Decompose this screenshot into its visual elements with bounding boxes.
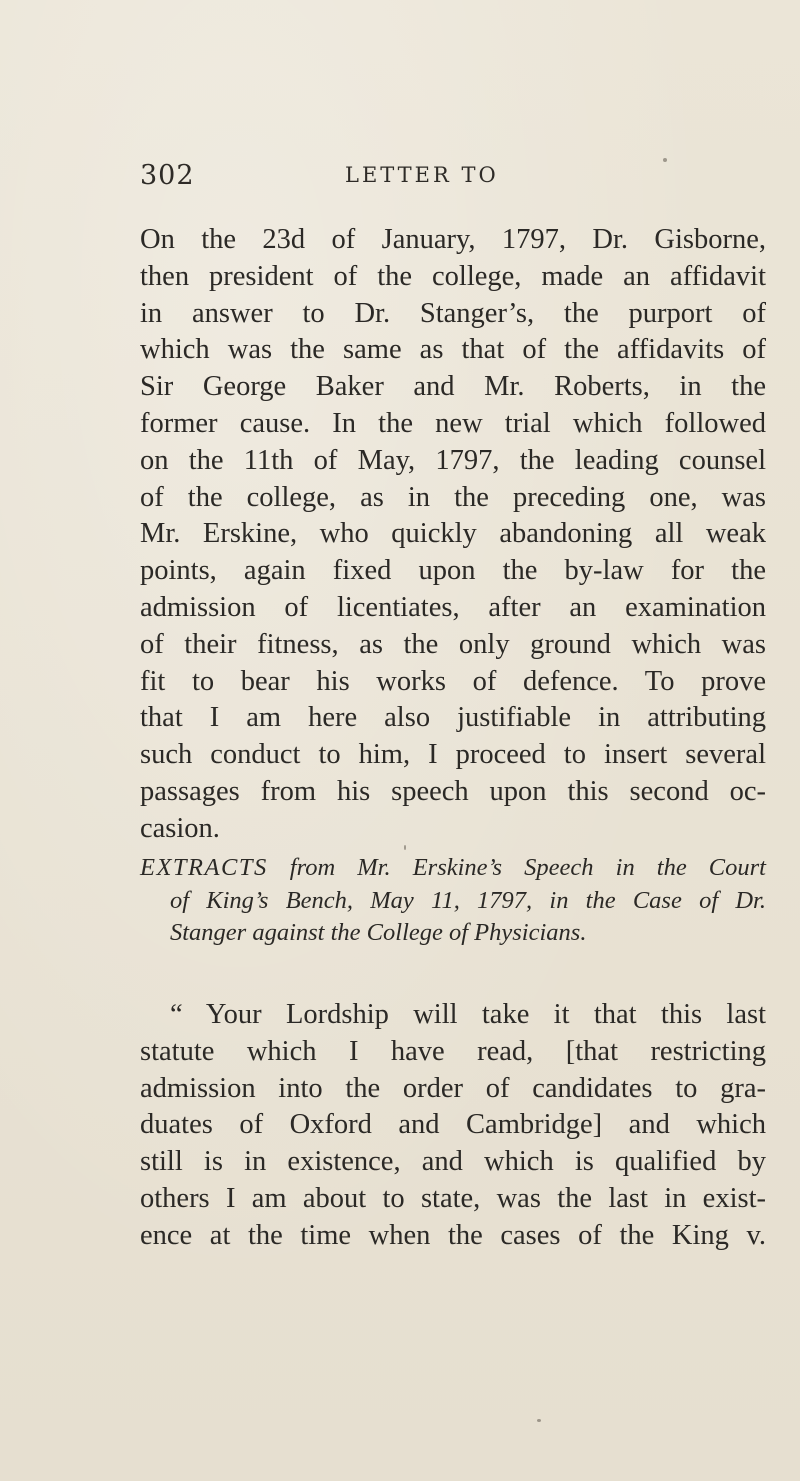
page-number: 302 bbox=[140, 160, 195, 191]
body-line: Mr. Erskine, who quickly abandoning all weak bbox=[140, 518, 766, 550]
body-line: fit to bear his works of defence. To prove bbox=[140, 665, 766, 697]
page-header bbox=[140, 160, 700, 200]
body-line: casion. bbox=[140, 812, 220, 844]
quote-line: statute which I have read, [that restricting bbox=[140, 1035, 766, 1067]
quote-line: ence at the time when the cases of the King v. bbox=[140, 1219, 766, 1251]
body-line: that I am here also justifiable in attributing bbox=[140, 702, 766, 734]
extracts-heading bbox=[140, 852, 766, 950]
extracts-heading-line: of King’s Bench, May 11, 1797, in the Case of Dr. bbox=[170, 886, 766, 914]
body-line: admission of licentiates, after an examination bbox=[140, 591, 766, 623]
quote-line: “ Your Lordship will take it that this last bbox=[170, 999, 766, 1030]
quote-line: duates of Oxford and Cambridge] and which bbox=[140, 1109, 766, 1141]
quote-line: others I am about to state, was the last in exist- bbox=[140, 1182, 766, 1214]
body-line: On the 23d of January, 1797, Dr. Gisborne, bbox=[140, 224, 766, 255]
running-head: LETTER TO bbox=[345, 163, 499, 187]
extracts-heading-line bbox=[140, 852, 766, 885]
body-line: passages from his speech upon this second oc- bbox=[140, 775, 766, 807]
extracts-label: EXTRACTS bbox=[140, 854, 268, 881]
body-line: then president of the college, made an affidavit bbox=[140, 260, 766, 292]
body-line: Sir George Baker and Mr. Roberts, in the bbox=[140, 371, 766, 403]
quote-line: admission into the order of candidates to gra- bbox=[140, 1072, 766, 1104]
body-paragraph bbox=[140, 222, 766, 848]
body-line: points, again fixed upon the by-law for the bbox=[140, 555, 766, 587]
extracts-heading-rest: from Mr. Erskine’s Speech in the Court bbox=[267, 854, 766, 881]
body-line: former cause. In the new trial which followed bbox=[140, 407, 766, 439]
body-line: on the 11th of May, 1797, the leading counsel bbox=[140, 444, 766, 476]
body-line: in answer to Dr. Stanger’s, the purport of bbox=[140, 297, 766, 329]
paper-speck bbox=[537, 1419, 541, 1422]
paper-speck bbox=[404, 845, 406, 850]
extracts-heading-line: Stanger against the College of Physicians. bbox=[170, 919, 587, 946]
body-line: such conduct to him, I proceed to insert several bbox=[140, 739, 766, 771]
quote-line: still is in existence, and which is qualified by bbox=[140, 1146, 766, 1178]
body-line: of the college, as in the preceding one, was bbox=[140, 481, 766, 513]
body-line: which was the same as that of the affidavits of bbox=[140, 334, 766, 366]
body-line: of their fitness, as the only ground which was bbox=[140, 628, 766, 660]
quote-paragraph bbox=[140, 997, 766, 1255]
paper-speck bbox=[663, 158, 667, 162]
